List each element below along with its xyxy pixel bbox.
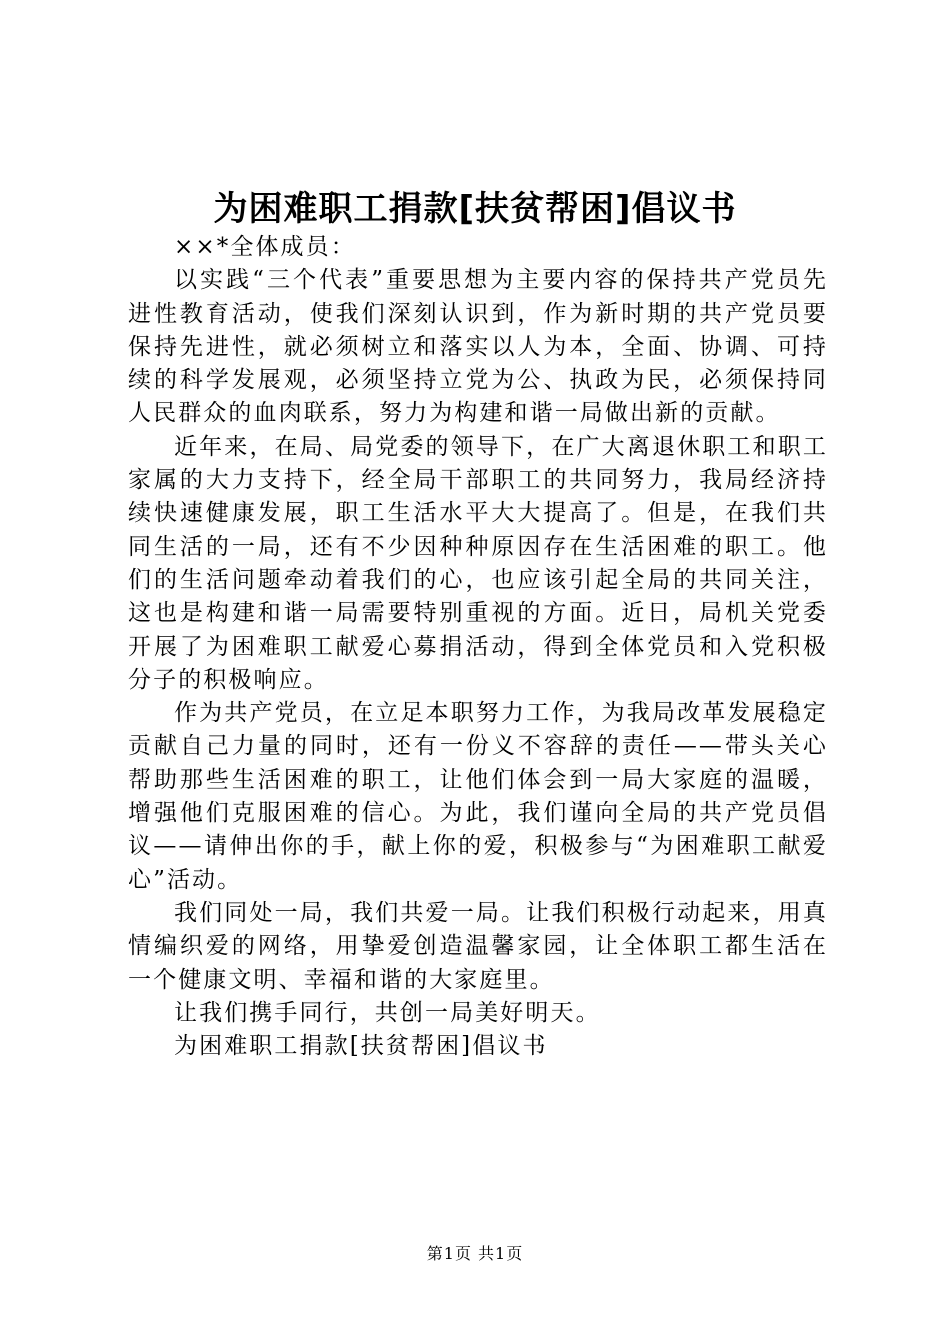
document-body	[128, 231, 828, 1063]
page-number-footer: 第1页 共1页	[426, 1244, 524, 1263]
paragraph: 我们同处一局，我们共爱一局。让我们积极行动起来，用真情编织爱的网络，用挚爱创造温馨家园，让全体职工都生活在一个健康文明、幸福和谐的大家庭里。	[128, 899, 828, 993]
paragraph: 作为共产党员，在立足本职努力工作，为我局改革发展稳定贡献自己力量的同时，还有一份义不容辞的责任——带头关心帮助那些生活困难的职工，让他们体会到一局大家庭的温暖，增强他们克服困难的信心。为此，我们谨向全局的共产党员倡议——请伸出你的手，献上你的爱，积极参与“为困难职工献爱心”活动。	[128, 700, 828, 893]
document-title: 为困难职工捐款[扶贫帮困]倡议书	[213, 189, 737, 229]
paragraph: 近年来，在局、局党委的领导下，在广大离退休职工和职工家属的大力支持下，经全局干部职工的共同努力，我局经济持续快速健康发展，职工生活水平大大提高了。但是，在我们共同生活的一局，还有不少因种种原因存在生活困难的职工。他们的生活问题牵动着我们的心，也应该引起全局的共同关注，这也是构建和谐一局需要特别重视的方面。近日，局机关党委开展了为困难职工献爱心募捐活动，得到全体党员和入党积极分子的积极响应。	[128, 433, 828, 693]
paragraph: 以实践“三个代表”重要思想为主要内容的保持共产党员先进性教育活动，使我们深刻认识到，作为新时期的共产党员要保持先进性，就必须树立和落实以人为本，全面、协调、可持续的科学发展观，必须坚持立党为公、执政为民，必须保持同人民群众的血肉联系，努力为构建和谐一局做出新的贡献。	[128, 267, 828, 427]
paragraph: 让我们携手同行，共创一局美好明天。	[174, 999, 601, 1026]
closing-line: 为困难职工捐款[扶贫帮困]倡议书	[174, 1033, 548, 1060]
salutation: ××*全体成员：	[174, 234, 356, 260]
